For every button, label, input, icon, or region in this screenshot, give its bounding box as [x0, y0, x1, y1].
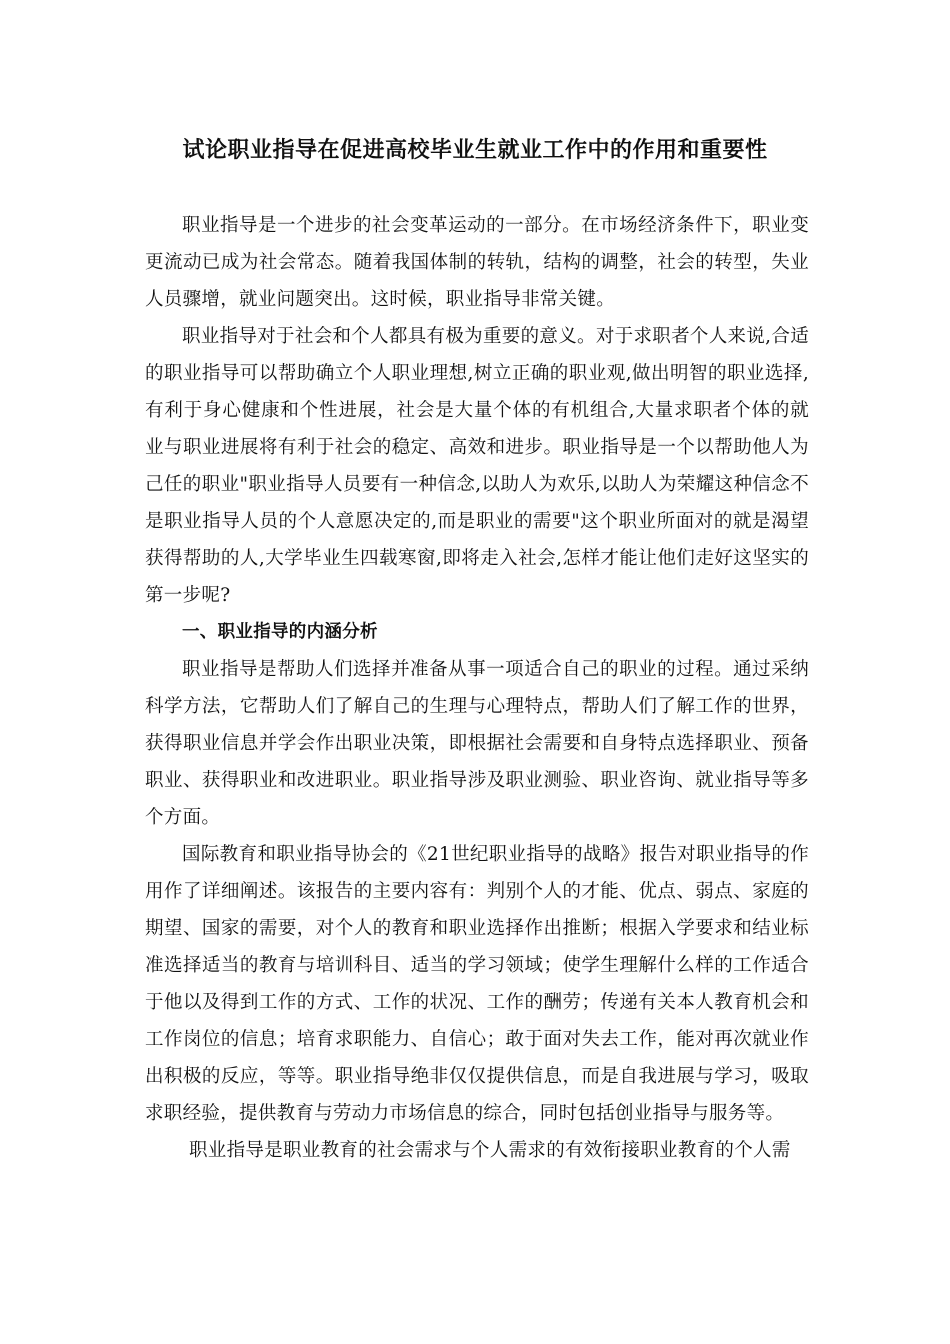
paragraph-significance: 职业指导对于社会和个人都具有极为重要的意义。对于求职者个人来说,合适的职业指导可以帮助确立个人职业理想,树立正确的职业观,做出明智的职业选择,有利于身心健康和个性进展，社会是大量个体的有机组合,大量求职者个体的就业与职业进展将有利于社会的稳定、高效和进步。职业指导是一个以帮助他人为己任的职业"职业指导人员要有一种信念,以助人为欢乐,以助人为荣耀这种信念不是职业指导人员的个人意愿决定的,而是职业的需要"这个职业所面对的就是渴望获得帮助的人,大学毕业生四载寒窗,即将走入社会,怎样才能让他们走好这坚实的第一步呢? [145, 326, 809, 606]
paragraph-vocational-education: 职业指导是职业教育的社会需求与个人需求的有效衔接职业教育的个人需 [189, 1140, 791, 1161]
section-heading-1: 一、职业指导的内涵分析 [182, 622, 378, 642]
paragraph-definition: 职业指导是帮助人们选择并准备从事一项适合自己的职业的过程。通过采纳科学方法，它帮助人们了解自己的生理与心理特点，帮助人们了解工作的世界，获得职业信息并学会作出职业决策，即根据社会需要和自身特点选择职业、预备职业、获得职业和改进职业。职业指导涉及职业测验、职业咨询、就业指导等多个方面。 [145, 659, 809, 828]
document-title: 试论职业指导在促进高校毕业生就业工作中的作用和重要性 [182, 138, 768, 163]
paragraph-international-report: 国际教育和职业指导协会的《21世纪职业指导的战略》报告对职业指导的作用作了详细阐述。该报告的主要内容有：判别个人的才能、优点、弱点、家庭的期望、国家的需要，对个人的教育和职业选择作出推断；根据入学要求和结业标准选择适当的教育与培训科目、适当的学习领域；使学生理解什么样的工作适合于他以及得到工作的方式、工作的状况、工作的酬劳；传递有关本人教育机会和工作岗位的信息；培育求职能力、自信心；敢于面对失去工作，能对再次就业作出积极的反应，等等。职业指导绝非仅仅提供信息，而是自我进展与学习，吸取求职经验，提供教育与劳动力市场信息的综合，同时包括创业指导与服务等。 [145, 844, 809, 1124]
paragraph-intro: 职业指导是一个进步的社会变革运动的一部分。在市场经济条件下，职业变更流动已成为社会常态。随着我国体制的转轨，结构的调整，社会的转型，失业人员骤增，就业问题突出。这时候，职业指导非常关键。 [145, 215, 809, 310]
document-body [145, 207, 809, 1169]
